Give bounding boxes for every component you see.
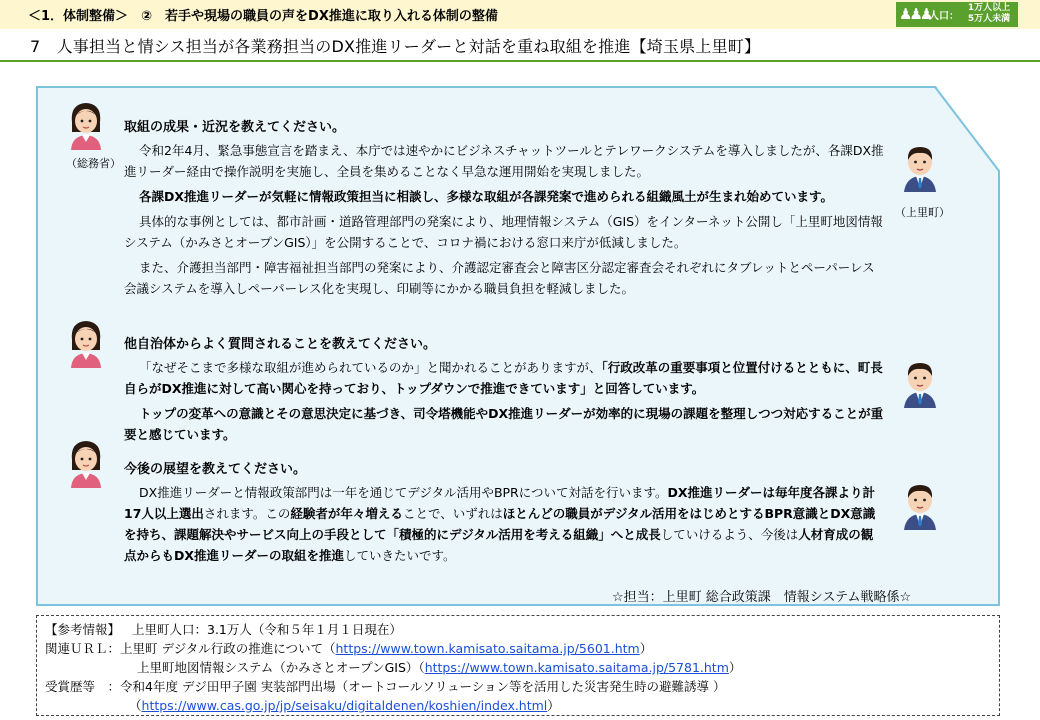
page-title: 7 人事担当と情シス担当が各業務担当のDX推進リーダーと対話を重ね取組を推進【埼玉県上里町】 xyxy=(30,37,761,56)
answer-3-emphasis: ほとんどの職員がデジタル活用をはじめとするBPR意識とDX意識を持ち、課題解決やサービス向上の手段として「積極的にデジタル活用を考える組織」へと成長 xyxy=(124,506,876,542)
question-1: 取組の成果・近況を教えてください。 xyxy=(124,120,346,135)
woman-avatar-icon xyxy=(66,438,106,488)
answer-3-text: されます。この xyxy=(203,506,291,521)
man-avatar-icon xyxy=(900,142,940,192)
section-heading: ＜1．体制整備＞ ② 若手や現場の職員の声をDX推進に取り入れる体制の整備 xyxy=(28,9,498,24)
answer-3-text: していきたいです。 xyxy=(344,548,456,563)
man-avatar-icon xyxy=(900,358,940,408)
info-url-row-2 xyxy=(137,658,741,677)
answer-2-paragraph-1 xyxy=(124,357,884,399)
answer-3-text: していけるよう、今後は xyxy=(660,527,799,542)
url-2-close: ） xyxy=(728,660,742,675)
url-3-link[interactable]: https://www.cas.go.jp/jp/seisaku/digitaldenen/koshien/index.html xyxy=(141,698,548,713)
info-label: 【参考情報】 xyxy=(45,622,121,637)
qa-block-1 xyxy=(124,117,884,299)
info-population-row xyxy=(45,620,402,639)
answer-3-emphasis: 人材育成の観点からもDX推進リーダーの取組を推進 xyxy=(124,527,874,563)
info-award-row xyxy=(45,677,726,696)
url-1-link[interactable]: https://www.town.kamisato.saitama.jp/5601.htm xyxy=(335,641,640,656)
badge-range-min: 1万人以上 xyxy=(967,3,1011,13)
answer-3-emphasis: DX推進リーダーは毎年度各課より計17人以上選出 xyxy=(124,485,876,521)
question-3: 今後の展望を教えてください。 xyxy=(124,462,307,477)
credit-line: ☆担当：上里町 総合政策課 情報システム戦略係☆ xyxy=(612,590,912,605)
info-award-url-row xyxy=(129,696,560,715)
answer-1-paragraph-3: 具体的な事例としては、都市計画・道路管理部門の発案により、地理情報システム（GIS）をインターネット公開し「上里町地図情報システム（かみさとオープンGIS）」を公開することで、コロナ禍における窓口来庁が低減しました。 xyxy=(124,214,883,250)
url-1-close: ） xyxy=(639,641,653,656)
answer-2-text: 「なぜそこまで多様な取組が進められているのか」と聞かれることがありますが、 xyxy=(139,360,602,375)
answer-3-text: ことで、いずれは xyxy=(402,506,503,521)
question-2: 他自治体からよく質問されることを教えてください。 xyxy=(124,337,437,352)
answer-2-emphasis: 「行政改革の重要事項と位置付けるとともに、町長自らがDX推進に対して高い関心を持っており、トップダウンで推進できています」と回答しています。 xyxy=(124,360,883,396)
url-2-label: 上里町地図情報システム（かみさとオープンGIS）（ xyxy=(137,660,425,675)
population-badge xyxy=(896,2,1018,27)
info-label: 受賞歴等 ： xyxy=(45,679,121,694)
woman-avatar-icon xyxy=(66,100,106,150)
answer-3-text: DX推進リーダーと情報政策部門は一年を通じてデジタル活用やBPRについて対話を行います。 xyxy=(139,485,668,500)
answer-3-emphasis: 経験者が年々増える xyxy=(290,506,403,521)
award-text: 令和4年度 デジ田甲子園 実装部門出場（オートコールソリューション等を活用した災害発生時の避難誘導 ） xyxy=(120,679,726,694)
answer-1-paragraph-2: 各課DX推進リーダーが気軽に情報政策担当に相談し、多様な取組が各課発案で進められる組織風土が生まれ始めています。 xyxy=(139,189,834,204)
url-2-link[interactable]: https://www.town.kamisato.saitama.jp/5781.htm xyxy=(424,660,729,675)
speaker-caption-left: （総務省） xyxy=(66,157,121,170)
badge-label: 人口： xyxy=(929,11,959,22)
man-avatar-icon xyxy=(900,480,940,530)
answer-2-paragraph-2: トップの変革への意識とその意思決定に基づき、司令塔機能やDX推進リーダーが効率的に現場の課題を整理しつつ対応することが重要と感じています。 xyxy=(124,406,884,442)
speaker-caption-right: （上里町） xyxy=(895,206,950,219)
info-label: 関連ＵＲＬ： xyxy=(45,641,121,656)
people-icon: ♟♟♟ xyxy=(899,5,931,23)
woman-avatar-icon xyxy=(66,318,106,368)
url-1-label: 上里町 デジタル行政の推進について（ xyxy=(120,641,336,656)
qa-block-2 xyxy=(124,334,884,445)
info-url-row-1 xyxy=(45,639,652,658)
badge-range xyxy=(962,3,1016,25)
section-header xyxy=(0,0,1040,29)
answer-3-paragraph xyxy=(124,482,884,566)
reference-info-box xyxy=(36,615,1000,716)
answer-1-paragraph-1: 令和2年4月、緊急事態宣言を踏まえ、本庁では速やかにビジネスチャットツールとテレワークシステムを導入しましたが、各課DX推進リーダー経由で操作説明を実施し、全員を集めることなく早急な運用開始を実現しました。 xyxy=(124,143,884,179)
url-3-close: ） xyxy=(547,698,560,713)
url-3-open: （ xyxy=(129,698,142,713)
title-underline xyxy=(0,60,1040,62)
answer-1-paragraph-4: また、介護担当部門・障害福祉担当部門の発案により、介護認定審査会と障害区分認定審査会それぞれにタブレットとペーパーレス会議システムを導入しペーパーレス化を実現し、印刷等にかかる職員負担を軽減しました。 xyxy=(124,260,875,296)
qa-block-3 xyxy=(124,459,884,566)
population-value: 上里町人口：3.1万人（令和５年１月１日現在） xyxy=(132,622,402,637)
badge-range-max: 5万人未満 xyxy=(967,14,1011,24)
